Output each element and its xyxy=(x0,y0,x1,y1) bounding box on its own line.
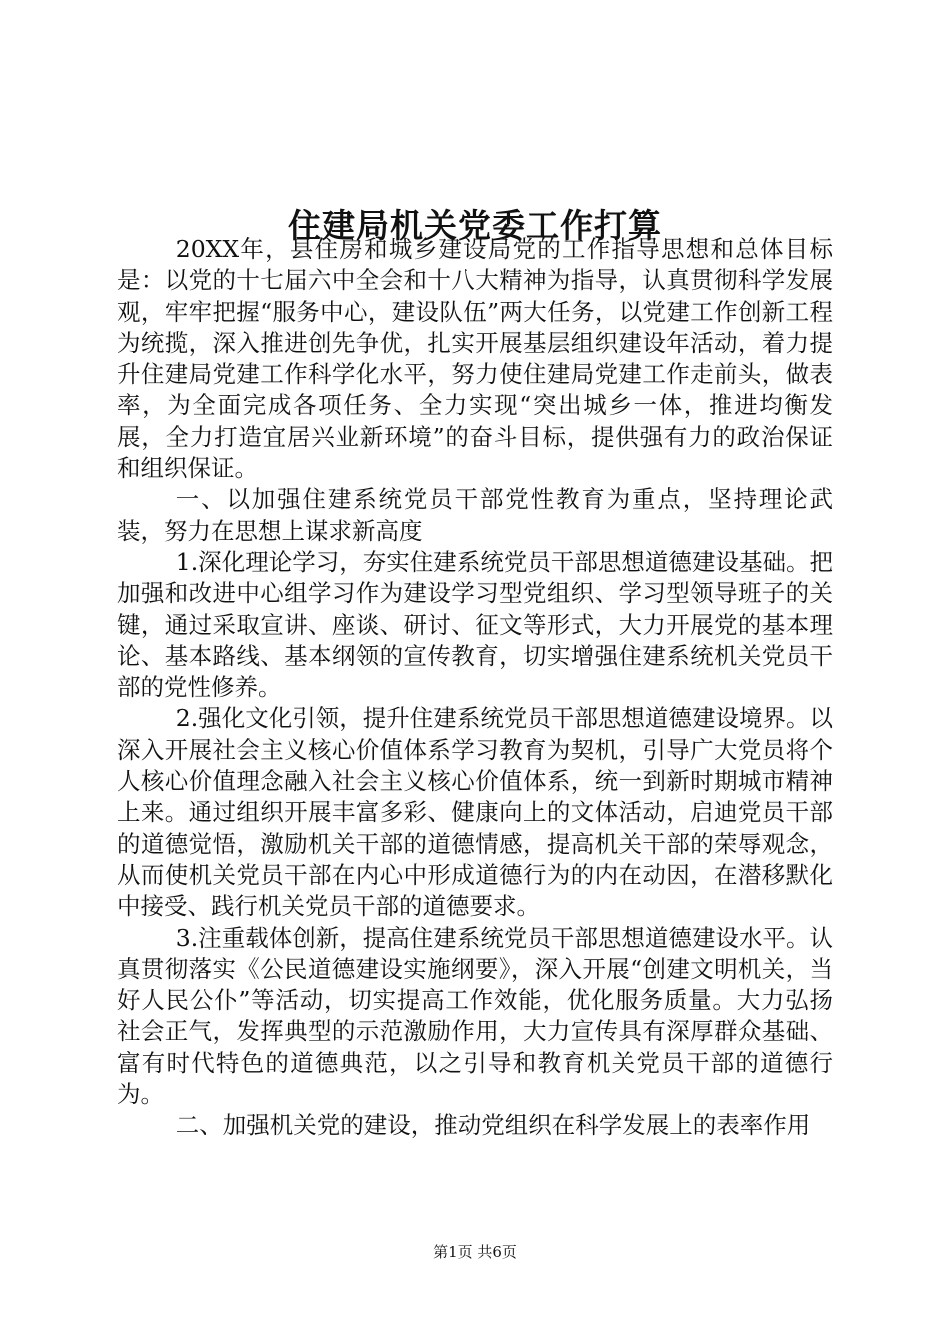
paragraph-intro: 20XX年，县住房和城乡建设局党的工作指导思想和总体目标是：以党的十七届六中全会和十八大精神为指导，认真贯彻科学发展观，牢牢把握“服务中心，建设队伍”两大任务，以党建工作创新工程为统揽，深入推进创先争优，扎实开展基层组织建设年活动，着力提升住建局党建工作科学化水平，努力使住建局党建工作走前头，做表率，为全面完成各项任务、全力实现“突出城乡一体，推进均衡发展，全力打造宜居兴业新环境”的奋斗目标，提供强有力的政治保证和组织保证。 xyxy=(117,235,833,483)
paragraph-item-3: 3.注重载体创新，提高住建系统党员干部思想道德建设水平。认真贯彻落实《公民道德建设实施纲要》，深入开展“创建文明机关，当好人民公仆”等活动，切实提高工作效能，优化服务质量。大力弘扬社会正气，发挥典型的示范激励作用，大力宣传具有深厚群众基础、富有时代特色的道德典范，以之引导和教育机关党员干部的道德行为。 xyxy=(117,923,833,1109)
page-number-footer: 第1页 共6页 xyxy=(433,1243,517,1261)
paragraph-item-2: 2.强化文化引领，提升住建系统党员干部思想道德建设境界。以深入开展社会主义核心价值体系学习教育为契机，引导广大党员将个人核心价值理念融入社会主义核心价值体系，统一到新时期城市精神上来。通过组织开展丰富多彩、健康向上的文体活动，启迪党员干部的道德觉悟，激励机关干部的道德情感，提高机关干部的荣辱观念，从而使机关党员干部在内心中形成道德行为的内在动因，在潜移默化中接受、践行机关党员干部的道德要求。 xyxy=(117,704,833,921)
document-title: 住建局机关党委工作打算 xyxy=(288,206,662,246)
section-heading-1: 一、以加强住建系统党员干部党性教育为重点，坚持理论武装，努力在思想上谋求新高度 xyxy=(117,485,833,545)
document-body xyxy=(117,234,833,1142)
section-heading-2: 二、加强机关党的建设，推动党组织在科学发展上的表率作用 xyxy=(175,1111,811,1140)
paragraph-item-1: 1.深化理论学习，夯实住建系统党员干部思想道德建设基础。把加强和改进中心组学习作为建设学习型党组织、学习型领导班子的关键，通过采取宣讲、座谈、研讨、征文等形式，大力开展党的基本理论、基本路线、基本纲领的宣传教育，切实增强住建系统机关党员干部的党性修养。 xyxy=(117,547,833,702)
